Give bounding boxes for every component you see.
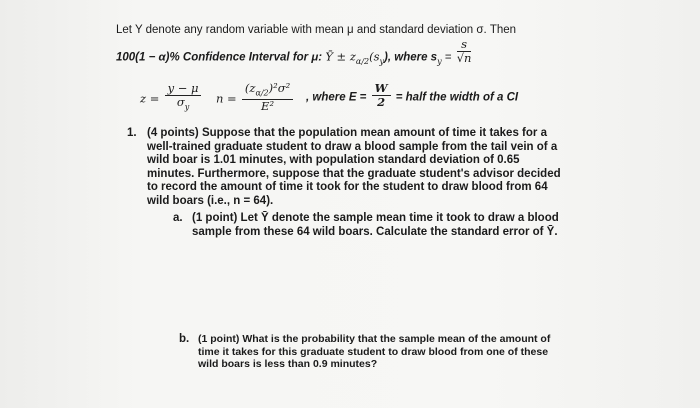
n-den: E² — [261, 99, 275, 114]
ci-frac-num: s — [457, 38, 472, 52]
q1b-text: (1 point) What is the probability that the sample mean of the amount of time it takes for this graduate student to draw blood from one of these wild boars is less than 0.9 minutes? — [198, 333, 551, 370]
q1a-label: a. — [173, 212, 183, 224]
e-formula — [306, 81, 519, 111]
q1-text: (4 points) Suppose that the population mean amount of time it takes for a well-trained graduate student to draw a blood sample from the tail vein of a wild boar is 1.01 minutes, with population standard deviation of 0.65 minutes. Furthermore, suppose that the graduate student's advisor decided to record the amount of time it took for the student to draw blood from 64 wild boars (i.e., n = 64). — [147, 127, 561, 207]
n-fraction — [242, 82, 293, 113]
ci-where-sub: y — [437, 56, 442, 66]
ci-close: ), where s — [384, 51, 438, 64]
ci-expr: Ȳ ± z — [325, 49, 356, 64]
n-num: (z — [244, 81, 256, 95]
ci-sy-sub: y — [379, 56, 385, 66]
ci-sy: (s — [369, 49, 380, 64]
z-den: σ — [176, 95, 185, 109]
z-den-sub: y — [184, 102, 190, 112]
ci-frac-den: √n — [456, 51, 472, 65]
z-fraction — [165, 82, 202, 113]
e-rest: = half the width of a CI — [395, 91, 519, 104]
ci-formula — [116, 37, 473, 71]
z-formula — [140, 81, 203, 115]
q1a-text: (1 point) Let Ȳ denote the sample mean time it took to draw a blood sample from these 64 wild boars. Calculate the standard error of Ȳ. — [192, 212, 559, 238]
e-den: 2 — [377, 95, 386, 109]
z-label: z = — [140, 91, 160, 106]
intro-line: Let Y denote any random variable with mean μ and standard deviation σ. Then — [116, 24, 517, 36]
n-num-sub: α/2 — [255, 88, 269, 98]
n-label: n = — [216, 91, 237, 106]
n-formula — [216, 81, 295, 115]
e-label: , where E = — [306, 91, 367, 104]
e-num: W — [372, 82, 391, 96]
ci-label: 100(1 − α)% Confidence Interval for μ: — [116, 51, 323, 64]
ci-eq: = — [441, 51, 455, 64]
z-num: y − μ — [165, 82, 202, 96]
e-fraction — [372, 82, 391, 109]
ci-sub: α/2 — [355, 56, 370, 66]
ci-fraction — [457, 38, 472, 65]
n-num-rest: )²σ² — [268, 81, 291, 95]
q1-number: 1. — [127, 127, 137, 139]
q1b-label: b. — [179, 333, 190, 345]
